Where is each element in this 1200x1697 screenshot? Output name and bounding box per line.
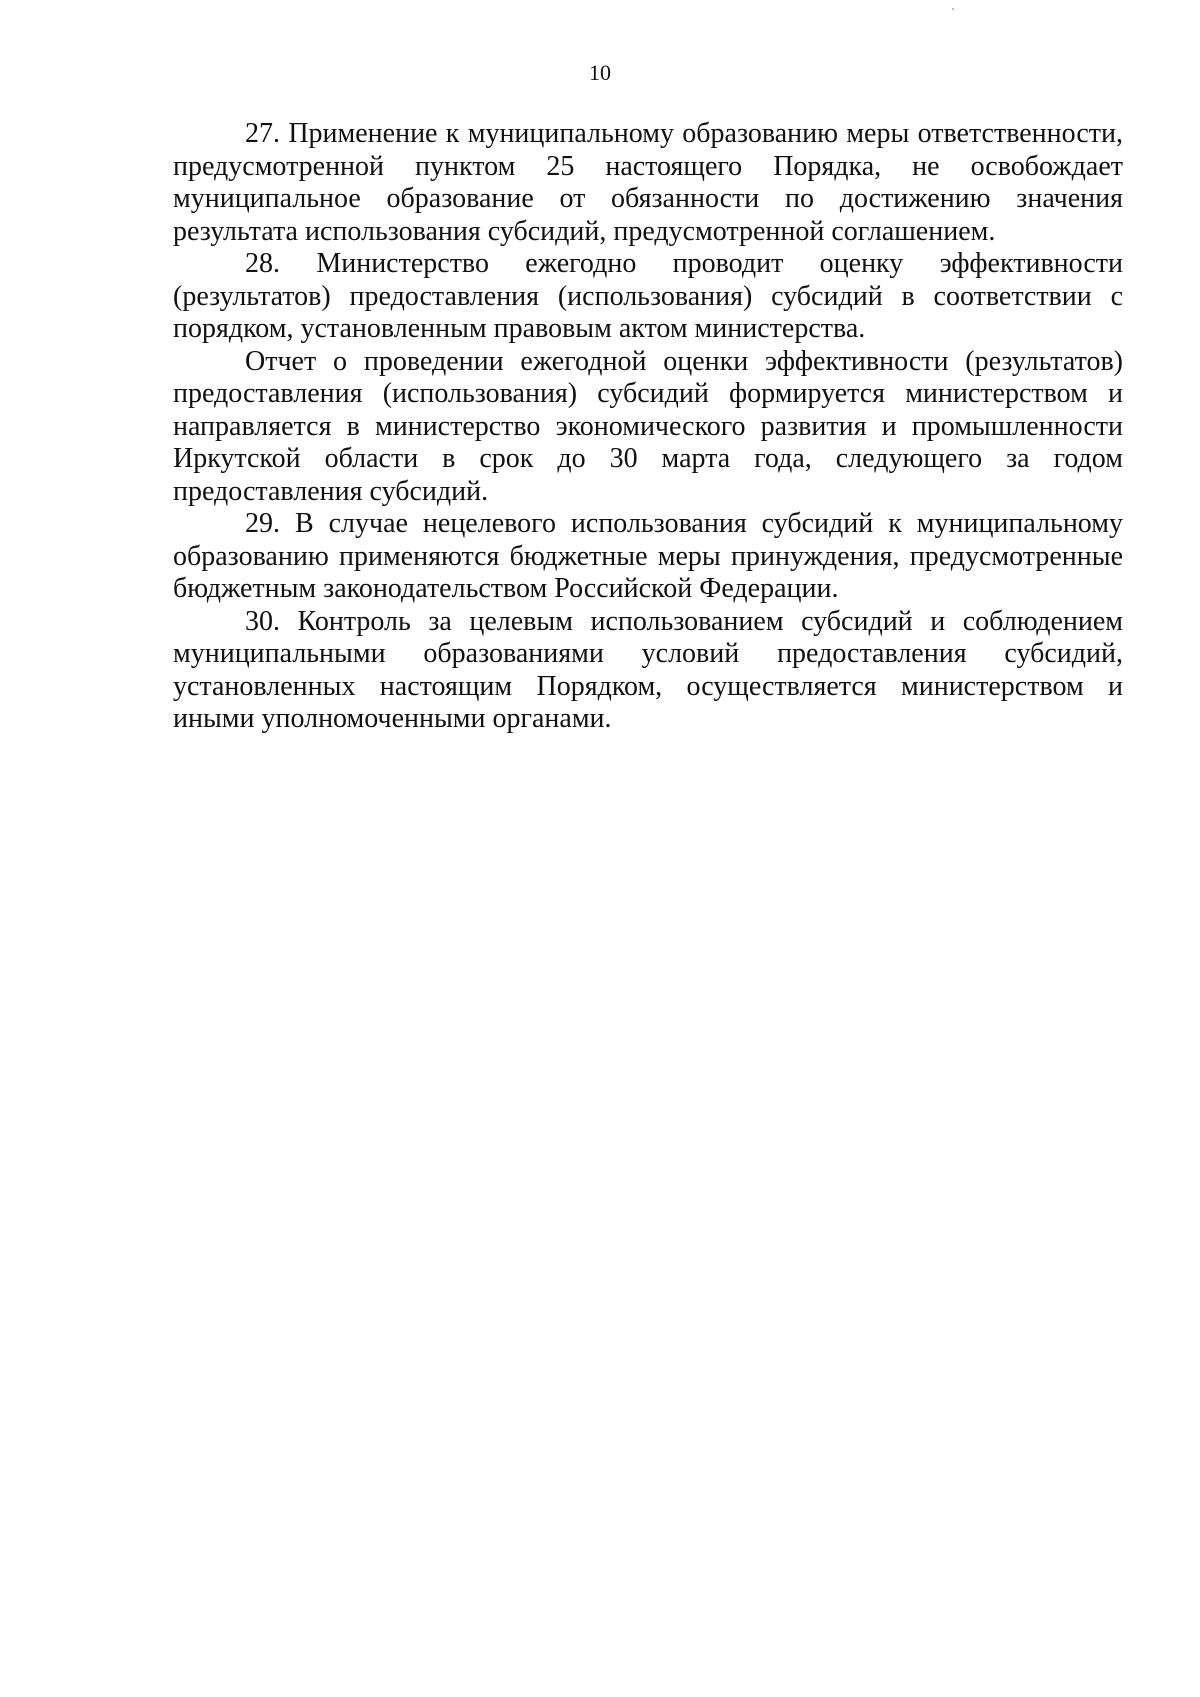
page-number: 10 bbox=[589, 60, 611, 85]
paragraph-29: 29. В случае нецелевого использования субсидий к муниципальному образованию применяются бюджетные меры принуждения, предусмотренные бюджетным законодательством Российской Федерации. bbox=[173, 508, 1123, 604]
paragraph-30: 30. Контроль за целевым использованием субсидий и соблюдением муниципальными образованиями условий предоставления субсидий, установленных настоящим Порядком, осуществляется министерством и иными уполномоченными органами. bbox=[173, 605, 1123, 734]
paragraph-28: 28. Министерство ежегодно проводит оценку эффективности (результатов) предоставления (использования) субсидий в соответствии с порядком, установленным правовым актом министерства. bbox=[173, 248, 1123, 344]
paragraph-report: Отчет о проведении ежегодной оценки эффективности (результатов) предоставления (использования) субсидий формируется министерством и направляется в министерство экономического развития и промышленности Иркутской области в срок до 30 марта года, следующего за годом предоставления субсидий. bbox=[173, 345, 1123, 507]
scan-artifact bbox=[952, 8, 954, 10]
document-body bbox=[173, 118, 1123, 736]
paragraph-27: 27. Применение к муниципальному образованию меры ответственности, предусмотренной пунктом 25 настоящего Порядка, не освобождает муниципальное образование от обязанности по достижению значения результата использования субсидий, предусмотренной соглашением. bbox=[173, 118, 1123, 247]
